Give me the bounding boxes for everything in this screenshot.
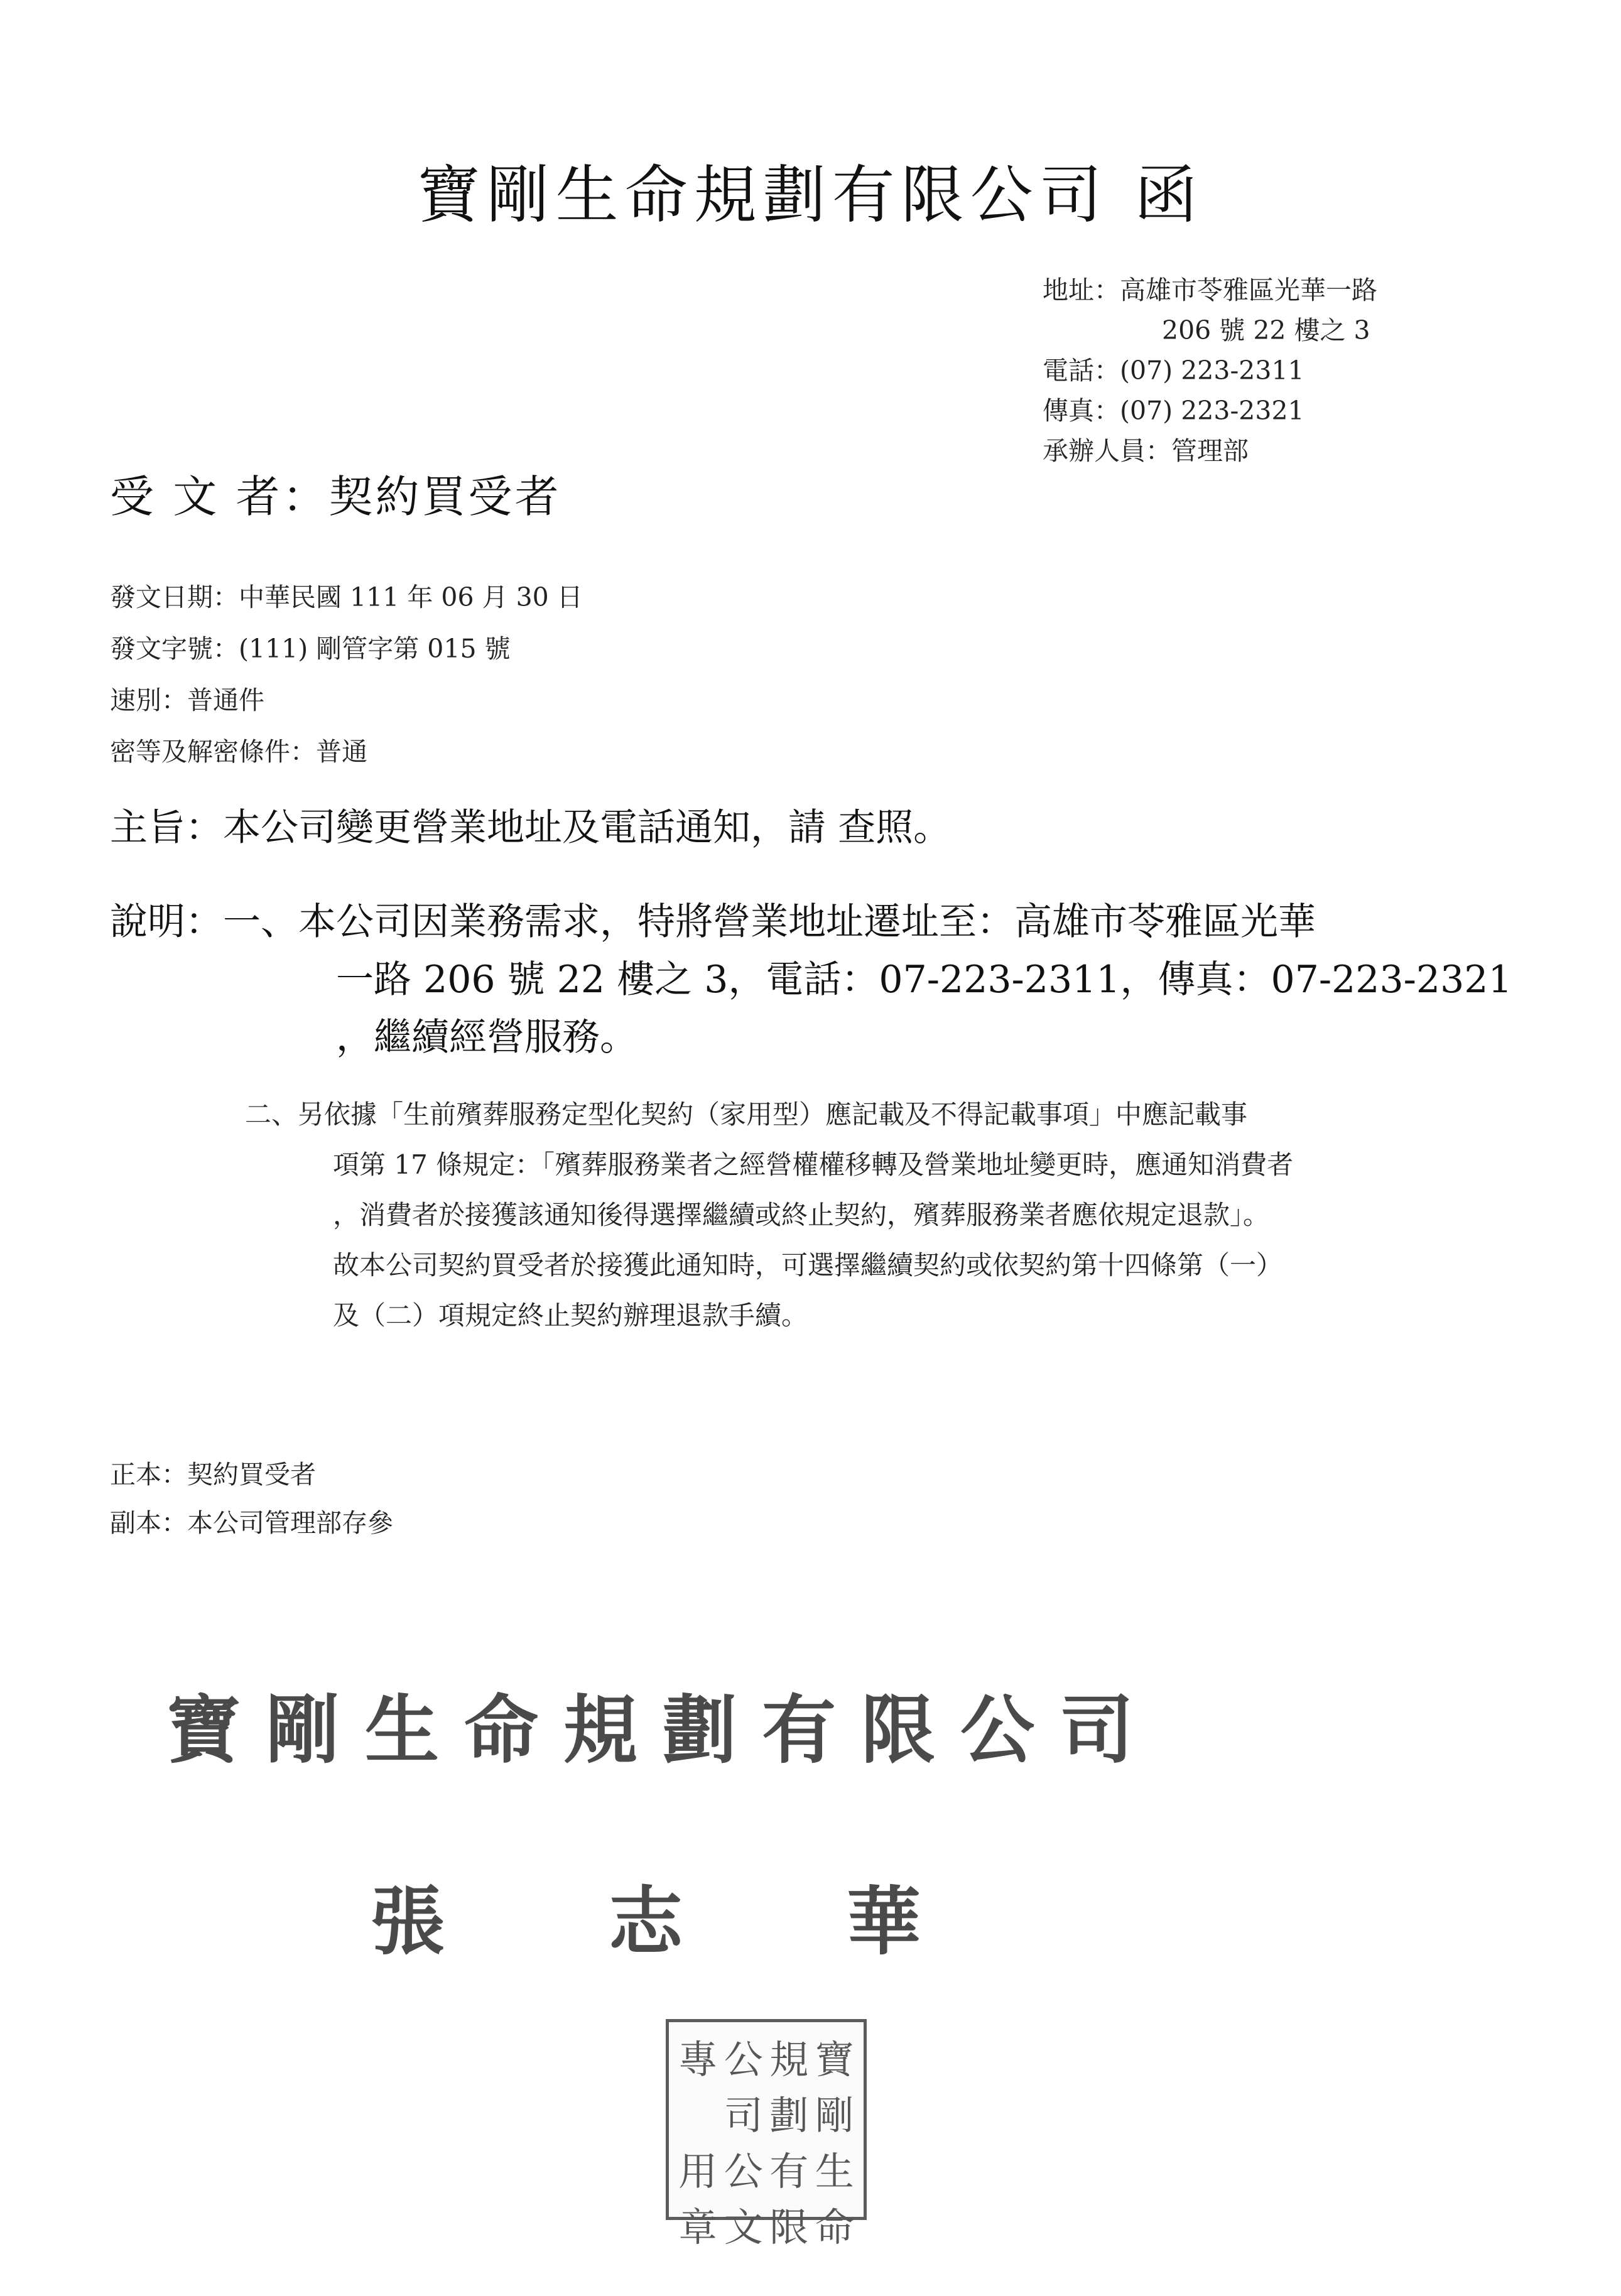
explanation-item2-line1: 二、另依據「生前殯葬服務定型化契約（家用型）應記載及不得記載事項」中應記載事 bbox=[245, 1099, 1248, 1130]
seal-char: 命 bbox=[815, 2204, 854, 2250]
explanation-item2-line2: 項第 17 條規定：「殯葬服務業者之經營權權移轉及營業地址變更時，應通知消費者 bbox=[333, 1149, 1294, 1180]
explanation-item2-line5: 及（二）項規定終止契約辦理退款手續。 bbox=[333, 1300, 808, 1331]
seal-char: 生 bbox=[815, 2148, 854, 2194]
sender-address-line2: 206 號 22 樓之 3 bbox=[1162, 315, 1370, 345]
seal-char: 限 bbox=[769, 2204, 809, 2250]
issue-date: 發文日期：中華民國 111 年 06 月 30 日 bbox=[110, 582, 583, 612]
sender-contact: 承辦人員：管理部 bbox=[1043, 436, 1249, 466]
seal-char: 章 bbox=[678, 2204, 718, 2250]
seal-char: 劃 bbox=[769, 2093, 809, 2138]
explanation-item1-line2: 一路 206 號 22 樓之 3，電話：07-223-2311，傳真：07-223-2321 bbox=[336, 958, 1512, 1002]
signature-company-name: 寶剛生命規劃有限公司 bbox=[166, 1686, 1159, 1773]
copy-recipient: 副本：本公司管理部存參 bbox=[110, 1508, 393, 1538]
signature-person-name: 張 志 華 bbox=[371, 1878, 990, 1965]
seal-char: 公 bbox=[724, 2148, 763, 2194]
seal-char: 專 bbox=[678, 2037, 718, 2082]
seal-char: 公 bbox=[724, 2037, 763, 2082]
seal-char: 用 bbox=[678, 2148, 718, 2194]
seal-char bbox=[675, 2084, 721, 2140]
seal-char: 寶 bbox=[815, 2037, 854, 2082]
sender-address-line1: 地址：高雄市苓雅區光華一路 bbox=[1043, 275, 1377, 305]
subject-line: 主旨：本公司變更營業地址及電話通知，請 查照。 bbox=[110, 806, 951, 850]
letter-title: 寶剛生命規劃有限公司 函 bbox=[417, 158, 1204, 232]
seal-char: 有 bbox=[769, 2148, 809, 2194]
sender-phone: 電話：(07) 223-2311 bbox=[1043, 355, 1304, 386]
company-seal-stamp bbox=[666, 2019, 867, 2250]
seal-char: 規 bbox=[769, 2037, 809, 2082]
explanation-item2-line3: ，消費者於接獲該通知後得選擇繼續或終止契約，殯葬服務業者應依規定退款」。 bbox=[333, 1199, 1270, 1230]
reference-number: 發文字號：(111) 剛管字第 015 號 bbox=[110, 634, 511, 664]
sender-fax: 傳真：(07) 223-2321 bbox=[1043, 396, 1304, 426]
explanation-item2-line4: 故本公司契約買受者於接獲此通知時，可選擇繼續契約或依契約第十四條第（一） bbox=[333, 1250, 1283, 1281]
delivery-speed: 速別：普通件 bbox=[110, 685, 264, 715]
seal-char: 剛 bbox=[815, 2093, 854, 2138]
seal-char: 司 bbox=[724, 2093, 763, 2138]
confidentiality: 密等及解密條件：普通 bbox=[110, 737, 367, 767]
recipient: 受 文 者：契約買受者 bbox=[110, 471, 561, 523]
explanation-item1-line1: 說明：一、本公司因業務需求，特將營業地址遷址至：高雄市苓雅區光華 bbox=[110, 900, 1316, 944]
original-recipient: 正本：契約買受者 bbox=[110, 1459, 316, 1490]
explanation-item1-line3: ，繼續經營服務。 bbox=[336, 1015, 637, 1059]
seal-char: 文 bbox=[724, 2204, 763, 2250]
